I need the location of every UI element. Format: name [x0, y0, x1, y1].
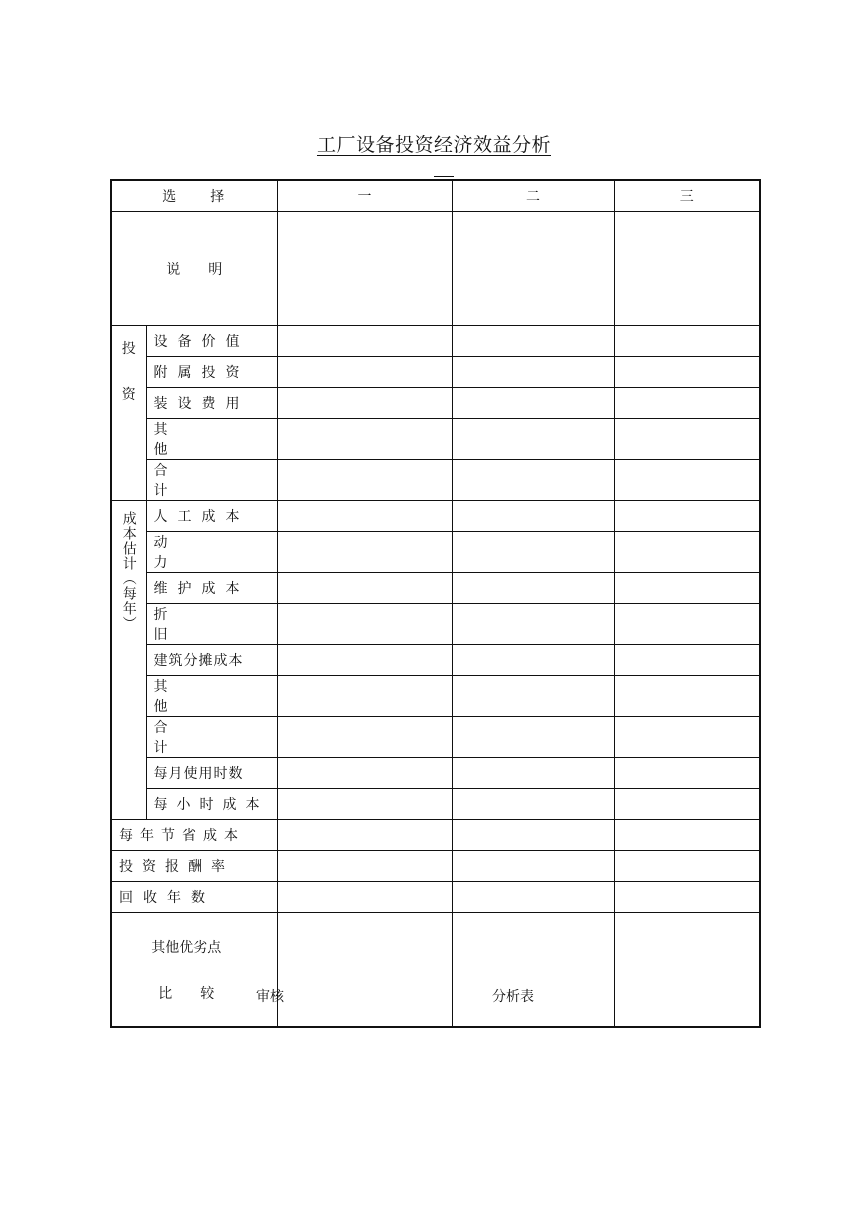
investment-item-label: 设备价值	[153, 334, 250, 350]
cost-item-5	[146, 676, 277, 717]
cell[interactable]	[277, 851, 452, 882]
summary-label: 投资报酬率	[119, 859, 234, 875]
investment-row	[111, 460, 760, 501]
cell[interactable]	[452, 326, 614, 357]
cell[interactable]	[614, 758, 760, 789]
cell[interactable]	[614, 882, 760, 913]
cost-row	[111, 789, 760, 820]
review-label: 审核	[256, 989, 284, 1005]
cell[interactable]	[452, 758, 614, 789]
cell[interactable]	[614, 326, 760, 357]
cell[interactable]	[277, 645, 452, 676]
title-text: 工厂设备投资经济效益分析	[316, 134, 551, 156]
cell[interactable]	[277, 573, 452, 604]
description-label: 说 明	[111, 212, 277, 326]
cell[interactable]	[452, 645, 614, 676]
other-cell-1[interactable]	[277, 913, 452, 1028]
cost-row	[111, 604, 760, 645]
cost-item-label: 人工成本	[153, 509, 250, 525]
cost-item-1	[146, 532, 277, 573]
cell[interactable]	[452, 460, 614, 501]
analysis-table	[110, 179, 761, 1028]
cost-item-8	[146, 789, 277, 820]
cell[interactable]	[614, 388, 760, 419]
cell[interactable]	[614, 357, 760, 388]
header-row	[111, 180, 760, 212]
cell[interactable]	[452, 882, 614, 913]
summary-label-0	[111, 820, 277, 851]
investment-item-3	[146, 419, 277, 460]
summary-row	[111, 882, 760, 913]
investment-item-2	[146, 388, 277, 419]
cost-item-label: 建筑分摊成本	[153, 653, 244, 669]
cell[interactable]	[614, 789, 760, 820]
analysis-label: 分析表	[492, 989, 534, 1005]
cost-item-7	[146, 758, 277, 789]
cell[interactable]	[277, 419, 452, 460]
other-label	[111, 913, 277, 1028]
cell[interactable]	[452, 501, 614, 532]
investment-category-top: 投	[121, 341, 136, 357]
title-dash	[434, 176, 454, 177]
cell[interactable]	[277, 604, 452, 645]
cell[interactable]	[277, 758, 452, 789]
investment-item-1	[146, 357, 277, 388]
cell[interactable]	[614, 604, 760, 645]
cell[interactable]	[277, 460, 452, 501]
cost-item-4	[146, 645, 277, 676]
cost-item-label: 每小时成本	[153, 797, 269, 813]
other-line-2: 比 较	[158, 985, 215, 1002]
cost-item-6	[146, 717, 277, 758]
page-title	[0, 130, 868, 157]
cost-row	[111, 532, 760, 573]
option-1-header: 一	[277, 180, 452, 212]
investment-item-label: 装设费用	[153, 396, 250, 412]
cell[interactable]	[277, 501, 452, 532]
cell[interactable]	[277, 326, 452, 357]
cell[interactable]	[277, 789, 452, 820]
cell[interactable]	[277, 717, 452, 758]
other-cell-3[interactable]	[614, 913, 760, 1028]
cost-item-label: 合计	[153, 720, 228, 756]
cell[interactable]	[277, 882, 452, 913]
option-2-header: 二	[452, 180, 614, 212]
cost-item-0	[146, 501, 277, 532]
cost-row	[111, 573, 760, 604]
summary-row	[111, 820, 760, 851]
cost-category	[111, 501, 146, 820]
cell[interactable]	[614, 573, 760, 604]
other-row	[111, 913, 760, 1028]
select-header: 选 择	[111, 180, 277, 212]
cost-row	[111, 717, 760, 758]
cell[interactable]	[277, 676, 452, 717]
cost-item-3	[146, 604, 277, 645]
cell[interactable]	[277, 820, 452, 851]
investment-category-bottom: 资	[121, 387, 136, 403]
cell[interactable]	[452, 676, 614, 717]
cell[interactable]	[614, 501, 760, 532]
investment-item-label: 附属投资	[153, 365, 250, 381]
investment-item-0	[146, 326, 277, 357]
summary-label: 每年节省成本	[119, 828, 245, 844]
investment-item-label: 合计	[153, 463, 228, 499]
cost-row	[111, 501, 760, 532]
cell[interactable]	[452, 388, 614, 419]
cost-item-label: 每月使用时数	[153, 766, 244, 782]
other-line-1: 其他优劣点	[151, 939, 222, 956]
cell[interactable]	[452, 604, 614, 645]
summary-label-2	[111, 882, 277, 913]
cell[interactable]	[614, 419, 760, 460]
cell[interactable]	[277, 532, 452, 573]
cost-item-label: 折旧	[153, 607, 228, 643]
description-cell-1[interactable]	[277, 212, 452, 326]
cell[interactable]	[452, 717, 614, 758]
cell[interactable]	[614, 460, 760, 501]
cost-item-label: 维护成本	[153, 581, 250, 597]
investment-row	[111, 419, 760, 460]
description-cell-2[interactable]	[452, 212, 614, 326]
option-3-header: 三	[614, 180, 760, 212]
cell[interactable]	[614, 820, 760, 851]
cost-row	[111, 676, 760, 717]
cost-row	[111, 645, 760, 676]
investment-category	[111, 326, 146, 501]
other-cell-2[interactable]	[452, 913, 614, 1028]
investment-row	[111, 357, 760, 388]
cell[interactable]	[277, 388, 452, 419]
summary-row	[111, 851, 760, 882]
cost-item-label: 动力	[153, 535, 228, 571]
cell[interactable]	[452, 851, 614, 882]
cell[interactable]	[614, 532, 760, 573]
cell[interactable]	[614, 717, 760, 758]
cell[interactable]	[452, 532, 614, 573]
description-row	[111, 212, 760, 326]
cost-row	[111, 758, 760, 789]
cell[interactable]	[614, 645, 760, 676]
cell[interactable]	[277, 357, 452, 388]
investment-row	[111, 326, 760, 357]
cell[interactable]	[452, 357, 614, 388]
cost-category-label: 成本估计（每年）	[120, 511, 137, 631]
cell[interactable]	[452, 573, 614, 604]
investment-row	[111, 388, 760, 419]
cell[interactable]	[452, 820, 614, 851]
cost-item-label: 其他	[153, 679, 228, 715]
investment-item-label: 其他	[153, 422, 228, 458]
cost-item-2	[146, 573, 277, 604]
description-cell-3[interactable]	[614, 212, 760, 326]
cell[interactable]	[452, 419, 614, 460]
summary-label: 回收年数	[119, 890, 215, 906]
cell[interactable]	[614, 676, 760, 717]
cell[interactable]	[614, 851, 760, 882]
summary-label-1	[111, 851, 277, 882]
cell[interactable]	[452, 789, 614, 820]
investment-item-4	[146, 460, 277, 501]
